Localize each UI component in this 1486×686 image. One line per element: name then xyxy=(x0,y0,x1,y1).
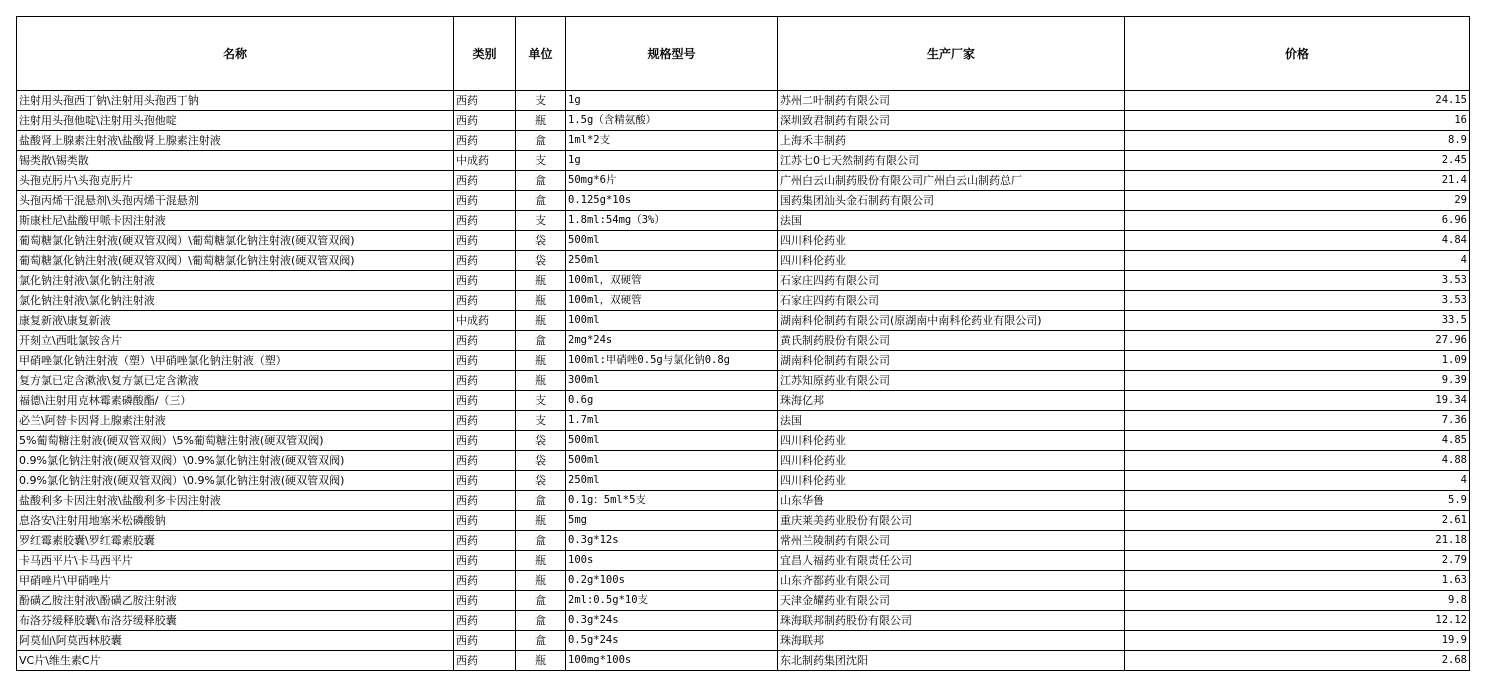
cell-name: 酚磺乙胺注射液\酚磺乙胺注射液 xyxy=(17,591,454,611)
cell-manufacturer: 常州兰陵制药有限公司 xyxy=(778,531,1125,551)
cell-unit: 袋 xyxy=(516,231,566,251)
cell-manufacturer: 深圳致君制药有限公司 xyxy=(778,111,1125,131)
cell-unit: 瓶 xyxy=(516,511,566,531)
cell-name: 注射用头孢他啶\注射用头孢他啶 xyxy=(17,111,454,131)
cell-type: 西药 xyxy=(454,571,516,591)
cell-name: 氯化钠注射液\氯化钠注射液 xyxy=(17,291,454,311)
cell-name: 锡类散\锡类散 xyxy=(17,151,454,171)
cell-unit: 盒 xyxy=(516,491,566,511)
cell-price: 3.53 xyxy=(1125,291,1470,311)
cell-name: 福德\注射用克林霉素磷酸酯/（三） xyxy=(17,391,454,411)
cell-price: 2.79 xyxy=(1125,551,1470,571)
header-type: 类别 xyxy=(454,17,516,91)
cell-spec: 1.5g（含精氨酸） xyxy=(566,111,778,131)
cell-name: 开刻立\西吡氯铵含片 xyxy=(17,331,454,351)
cell-spec: 1g xyxy=(566,151,778,171)
cell-manufacturer: 广州白云山制药股份有限公司广州白云山制药总厂 xyxy=(778,171,1125,191)
table-row xyxy=(17,311,1470,331)
cell-name: 头孢丙烯干混悬剂\头孢丙烯干混悬剂 xyxy=(17,191,454,211)
table-row xyxy=(17,591,1470,611)
cell-manufacturer: 天津金耀药业有限公司 xyxy=(778,591,1125,611)
cell-type: 西药 xyxy=(454,371,516,391)
cell-unit: 瓶 xyxy=(516,291,566,311)
cell-spec: 0.125g*10s xyxy=(566,191,778,211)
cell-spec: 250ml xyxy=(566,251,778,271)
table-row xyxy=(17,191,1470,211)
cell-spec: 1ml*2支 xyxy=(566,131,778,151)
cell-unit: 盒 xyxy=(516,591,566,611)
cell-spec: 5mg xyxy=(566,511,778,531)
table-row xyxy=(17,211,1470,231)
cell-spec: 100ml，双硬管 xyxy=(566,291,778,311)
header-price: 价格 xyxy=(1125,17,1470,91)
cell-spec: 2mg*24s xyxy=(566,331,778,351)
cell-name: 0.9%氯化钠注射液(硬双管双阀）\0.9%氯化钠注射液(硬双管双阀) xyxy=(17,451,454,471)
cell-price: 9.8 xyxy=(1125,591,1470,611)
table-row xyxy=(17,291,1470,311)
cell-spec: 0.2g*100s xyxy=(566,571,778,591)
cell-manufacturer: 黄氏制药股份有限公司 xyxy=(778,331,1125,351)
cell-price: 19.9 xyxy=(1125,631,1470,651)
cell-name: 盐酸肾上腺素注射液\盐酸肾上腺素注射液 xyxy=(17,131,454,151)
table-row xyxy=(17,171,1470,191)
cell-name: 盐酸利多卡因注射液\盐酸利多卡因注射液 xyxy=(17,491,454,511)
cell-name: 5%葡萄糖注射液(硬双管双阀）\5%葡萄糖注射液(硬双管双阀) xyxy=(17,431,454,451)
cell-type: 中成药 xyxy=(454,311,516,331)
table-row xyxy=(17,631,1470,651)
cell-manufacturer: 石家庄四药有限公司 xyxy=(778,291,1125,311)
cell-unit: 盒 xyxy=(516,611,566,631)
cell-name: 氯化钠注射液\氯化钠注射液 xyxy=(17,271,454,291)
cell-name: 康复新液\康复新液 xyxy=(17,311,454,331)
cell-spec: 0.6g xyxy=(566,391,778,411)
cell-manufacturer: 重庆莱美药业股份有限公司 xyxy=(778,511,1125,531)
cell-manufacturer: 山东齐都药业有限公司 xyxy=(778,571,1125,591)
cell-name: 布洛芬缓释胶囊\布洛芬缓释胶囊 xyxy=(17,611,454,631)
cell-name: 甲硝唑氯化钠注射液（塑）\甲硝唑氯化钠注射液（塑） xyxy=(17,351,454,371)
header-manufacturer: 生产厂家 xyxy=(778,17,1125,91)
cell-manufacturer: 湖南科伦制药有限公司(原湖南中南科伦药业有限公司) xyxy=(778,311,1125,331)
cell-name: 甲硝唑片\甲硝唑片 xyxy=(17,571,454,591)
cell-unit: 支 xyxy=(516,391,566,411)
cell-spec: 1.8ml:54mg（3%） xyxy=(566,211,778,231)
cell-unit: 盒 xyxy=(516,191,566,211)
cell-manufacturer: 石家庄四药有限公司 xyxy=(778,271,1125,291)
table-row xyxy=(17,551,1470,571)
cell-type: 西药 xyxy=(454,351,516,371)
cell-type: 西药 xyxy=(454,611,516,631)
cell-price: 21.18 xyxy=(1125,531,1470,551)
cell-price: 12.12 xyxy=(1125,611,1470,631)
cell-spec: 500ml xyxy=(566,231,778,251)
cell-spec: 0.3g*24s xyxy=(566,611,778,631)
cell-type: 西药 xyxy=(454,591,516,611)
cell-manufacturer: 四川科伦药业 xyxy=(778,251,1125,271)
cell-unit: 盒 xyxy=(516,131,566,151)
cell-price: 33.5 xyxy=(1125,311,1470,331)
cell-price: 16 xyxy=(1125,111,1470,131)
table-row xyxy=(17,371,1470,391)
cell-manufacturer: 四川科伦药业 xyxy=(778,471,1125,491)
table-body xyxy=(17,91,1470,671)
cell-spec: 50mg*6片 xyxy=(566,171,778,191)
table-row xyxy=(17,91,1470,111)
table-row xyxy=(17,611,1470,631)
cell-unit: 袋 xyxy=(516,471,566,491)
cell-spec: 2ml:0.5g*10支 xyxy=(566,591,778,611)
cell-name: 注射用头孢西丁钠\注射用头孢西丁钠 xyxy=(17,91,454,111)
cell-unit: 支 xyxy=(516,411,566,431)
cell-price: 3.53 xyxy=(1125,271,1470,291)
cell-name: 必兰\阿替卡因肾上腺素注射液 xyxy=(17,411,454,431)
cell-manufacturer: 山东华鲁 xyxy=(778,491,1125,511)
cell-spec: 500ml xyxy=(566,451,778,471)
cell-manufacturer: 四川科伦药业 xyxy=(778,431,1125,451)
cell-manufacturer: 法国 xyxy=(778,411,1125,431)
cell-price: 5.9 xyxy=(1125,491,1470,511)
cell-manufacturer: 湖南科伦制药有限公司 xyxy=(778,351,1125,371)
table-row xyxy=(17,271,1470,291)
cell-unit: 支 xyxy=(516,211,566,231)
cell-type: 西药 xyxy=(454,191,516,211)
cell-manufacturer: 江苏知原药业有限公司 xyxy=(778,371,1125,391)
cell-price: 9.39 xyxy=(1125,371,1470,391)
cell-price: 4.88 xyxy=(1125,451,1470,471)
table-row xyxy=(17,531,1470,551)
cell-unit: 支 xyxy=(516,151,566,171)
cell-spec: 100s xyxy=(566,551,778,571)
table-row xyxy=(17,251,1470,271)
cell-price: 6.96 xyxy=(1125,211,1470,231)
cell-type: 西药 xyxy=(454,451,516,471)
cell-name: 葡萄糖氯化钠注射液(硬双管双阀）\葡萄糖氯化钠注射液(硬双管双阀) xyxy=(17,231,454,251)
table-row xyxy=(17,651,1470,671)
cell-type: 西药 xyxy=(454,511,516,531)
cell-price: 4.84 xyxy=(1125,231,1470,251)
cell-type: 中成药 xyxy=(454,151,516,171)
cell-type: 西药 xyxy=(454,251,516,271)
cell-spec: 500ml xyxy=(566,431,778,451)
cell-unit: 瓶 xyxy=(516,111,566,131)
cell-spec: 100ml，双硬管 xyxy=(566,271,778,291)
cell-manufacturer: 苏州二叶制药有限公司 xyxy=(778,91,1125,111)
header-name: 名称 xyxy=(17,17,454,91)
cell-price: 8.9 xyxy=(1125,131,1470,151)
cell-price: 1.63 xyxy=(1125,571,1470,591)
cell-spec: 250ml xyxy=(566,471,778,491)
cell-unit: 袋 xyxy=(516,431,566,451)
cell-spec: 1.7ml xyxy=(566,411,778,431)
cell-name: 阿莫仙\阿莫西林胶囊 xyxy=(17,631,454,651)
table-row xyxy=(17,131,1470,151)
cell-name: 复方氯已定含漱液\复方氯已定含漱液 xyxy=(17,371,454,391)
cell-type: 西药 xyxy=(454,531,516,551)
cell-type: 西药 xyxy=(454,651,516,671)
cell-manufacturer: 东北制药集团沈阳 xyxy=(778,651,1125,671)
header-unit: 单位 xyxy=(516,17,566,91)
cell-price: 29 xyxy=(1125,191,1470,211)
cell-manufacturer: 珠海联邦 xyxy=(778,631,1125,651)
cell-spec: 100ml:甲硝唑0.5g与氯化钠0.8g xyxy=(566,351,778,371)
cell-price: 24.15 xyxy=(1125,91,1470,111)
cell-unit: 瓶 xyxy=(516,651,566,671)
cell-manufacturer: 法国 xyxy=(778,211,1125,231)
cell-price: 21.4 xyxy=(1125,171,1470,191)
cell-name: 息洛安\注射用地塞米松磷酸钠 xyxy=(17,511,454,531)
cell-price: 19.34 xyxy=(1125,391,1470,411)
cell-unit: 支 xyxy=(516,91,566,111)
cell-manufacturer: 珠海联邦制药股份有限公司 xyxy=(778,611,1125,631)
table-row xyxy=(17,331,1470,351)
cell-name: 葡萄糖氯化钠注射液(硬双管双阀）\葡萄糖氯化钠注射液(硬双管双阀) xyxy=(17,251,454,271)
cell-price: 1.09 xyxy=(1125,351,1470,371)
cell-type: 西药 xyxy=(454,331,516,351)
table-row xyxy=(17,411,1470,431)
cell-price: 2.68 xyxy=(1125,651,1470,671)
cell-spec: 0.3g*12s xyxy=(566,531,778,551)
cell-unit: 瓶 xyxy=(516,371,566,391)
cell-price: 2.61 xyxy=(1125,511,1470,531)
cell-manufacturer: 四川科伦药业 xyxy=(778,451,1125,471)
cell-spec: 100mg*100s xyxy=(566,651,778,671)
table-row xyxy=(17,491,1470,511)
cell-type: 西药 xyxy=(454,491,516,511)
cell-manufacturer: 国药集团汕头金石制药有限公司 xyxy=(778,191,1125,211)
cell-price: 2.45 xyxy=(1125,151,1470,171)
table-row xyxy=(17,471,1470,491)
cell-type: 西药 xyxy=(454,431,516,451)
cell-unit: 瓶 xyxy=(516,271,566,291)
cell-type: 西药 xyxy=(454,291,516,311)
cell-manufacturer: 珠海亿邦 xyxy=(778,391,1125,411)
cell-price: 7.36 xyxy=(1125,411,1470,431)
cell-type: 西药 xyxy=(454,111,516,131)
table-row xyxy=(17,431,1470,451)
cell-price: 4 xyxy=(1125,471,1470,491)
cell-unit: 盒 xyxy=(516,171,566,191)
cell-type: 西药 xyxy=(454,91,516,111)
cell-unit: 袋 xyxy=(516,251,566,271)
cell-unit: 瓶 xyxy=(516,571,566,591)
cell-name: 斯康杜尼\盐酸甲哌卡因注射液 xyxy=(17,211,454,231)
table-row xyxy=(17,231,1470,251)
cell-type: 西药 xyxy=(454,391,516,411)
cell-manufacturer: 四川科伦药业 xyxy=(778,231,1125,251)
cell-name: 罗红霉素胶囊\罗红霉素胶囊 xyxy=(17,531,454,551)
cell-name: 头孢克肟片\头孢克肟片 xyxy=(17,171,454,191)
cell-manufacturer: 宜昌人福药业有限责任公司 xyxy=(778,551,1125,571)
table-row xyxy=(17,151,1470,171)
drug-price-table xyxy=(16,16,1470,671)
cell-unit: 瓶 xyxy=(516,311,566,331)
cell-spec: 100ml xyxy=(566,311,778,331)
table-row xyxy=(17,571,1470,591)
cell-price: 4 xyxy=(1125,251,1470,271)
cell-type: 西药 xyxy=(454,471,516,491)
cell-price: 4.85 xyxy=(1125,431,1470,451)
cell-spec: 0.1g：5ml*5支 xyxy=(566,491,778,511)
table-row xyxy=(17,351,1470,371)
cell-name: 0.9%氯化钠注射液(硬双管双阀）\0.9%氯化钠注射液(硬双管双阀) xyxy=(17,471,454,491)
cell-unit: 盒 xyxy=(516,631,566,651)
header-spec: 规格型号 xyxy=(566,17,778,91)
cell-spec: 300ml xyxy=(566,371,778,391)
cell-manufacturer: 上海禾丰制药 xyxy=(778,131,1125,151)
cell-name: 卡马西平片\卡马西平片 xyxy=(17,551,454,571)
cell-unit: 袋 xyxy=(516,451,566,471)
cell-type: 西药 xyxy=(454,131,516,151)
header-row xyxy=(17,17,1470,91)
cell-name: VC片\维生素C片 xyxy=(17,651,454,671)
table-row xyxy=(17,511,1470,531)
cell-spec: 0.5g*24s xyxy=(566,631,778,651)
table-row xyxy=(17,111,1470,131)
cell-type: 西药 xyxy=(454,271,516,291)
cell-unit: 瓶 xyxy=(516,351,566,371)
cell-type: 西药 xyxy=(454,411,516,431)
cell-manufacturer: 江苏七0七天然制药有限公司 xyxy=(778,151,1125,171)
cell-spec: 1g xyxy=(566,91,778,111)
cell-unit: 盒 xyxy=(516,331,566,351)
cell-type: 西药 xyxy=(454,171,516,191)
cell-type: 西药 xyxy=(454,551,516,571)
table-row xyxy=(17,391,1470,411)
cell-unit: 盒 xyxy=(516,531,566,551)
cell-type: 西药 xyxy=(454,231,516,251)
cell-unit: 瓶 xyxy=(516,551,566,571)
table-row xyxy=(17,451,1470,471)
table-header xyxy=(17,17,1470,91)
cell-price: 27.96 xyxy=(1125,331,1470,351)
cell-type: 西药 xyxy=(454,631,516,651)
cell-type: 西药 xyxy=(454,211,516,231)
